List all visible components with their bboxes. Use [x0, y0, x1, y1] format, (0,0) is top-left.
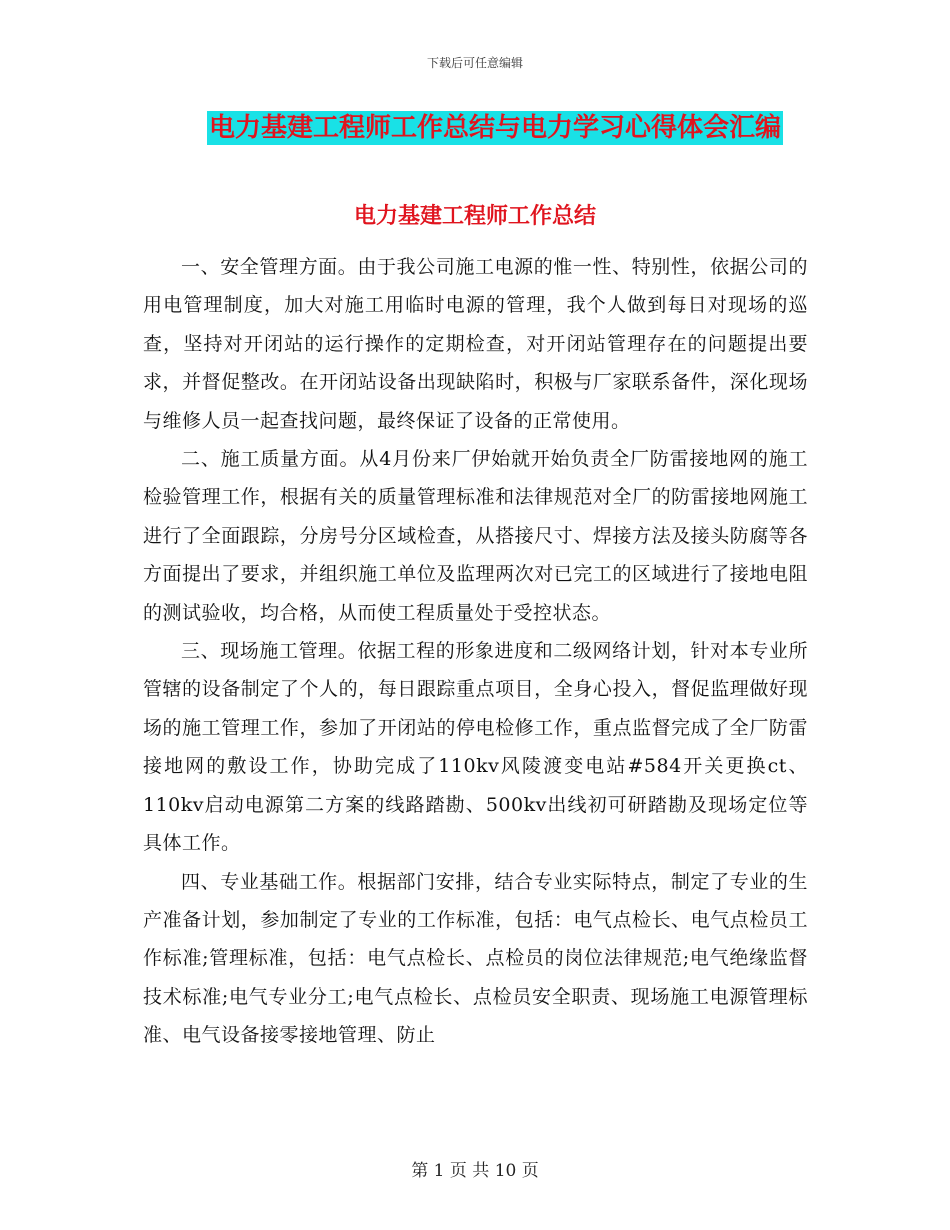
paragraph-professional-basics: 四、专业基础工作。根据部门安排，结合专业实际特点，制定了专业的生产准备计划，参加制定了专业的工作标准，包括：电气点检长、电气点检员工作标准;管理标准，包括：电气点检长、点检员的岗位法律规范;电气绝缘监督技术标准;电气专业分工;电气点检长、点检员安全职责、现场施工电源管理标准、电气设备接零接地管理、防止: [143, 870, 808, 1047]
paragraph-site-management: 三、现场施工管理。依据工程的形象进度和二级网络计划，针对本专业所管辖的设备制定了个人的，每日跟踪重点项目，全身心投入，督促监理做好现场的施工管理工作，参加了开闭站的停电检修工作，重点监督完成了全厂防雷接地网的敷设工作，协助完成了110kv风陵渡变电站#584开关更换ct、110kv启动电源第二方案的线路踏勘、500kv出线初可研踏勘及现场定位等具体工作。: [143, 640, 808, 855]
paragraph-construction-quality: 二、施工质量方面。从4月份来厂伊始就开始负责全厂防雷接地网的施工检验管理工作，根据有关的质量管理标准和法律规范对全厂的防雷接地网施工进行了全面跟踪，分房号分区域检查，从搭接尺寸、焊接方法及接头防腐等各方面提出了要求，并组织施工单位及监理两次对已完工的区域进行了接地电阻的测试验收，均合格，从而使工程质量处于受控状态。: [143, 448, 808, 624]
document-body: [143, 248, 808, 1055]
document-title: 电力基建工程师工作总结与电力学习心得体会汇编: [208, 113, 781, 143]
paragraph-safety-management: 一、安全管理方面。由于我公司施工电源的惟一性、特别性，依据公司的用电管理制度，加大对施工用临时电源的管理，我个人做到每日对现场的巡查，坚持对开闭站的运行操作的定期检查，对开闭站管理存在的问题提出要求，并督促整改。在开闭站设备出现缺陷时，积极与厂家联系备件，深化现场与维修人员一起查找问题，最终保证了设备的正常使用。: [143, 256, 808, 432]
document-title-container: [0, 111, 950, 145]
section-title: 电力基建工程师工作总结: [353, 204, 596, 229]
header-note: 下载后可任意编辑: [426, 56, 523, 70]
page-number-footer: 第 1 页 共 10 页: [411, 1161, 539, 1181]
